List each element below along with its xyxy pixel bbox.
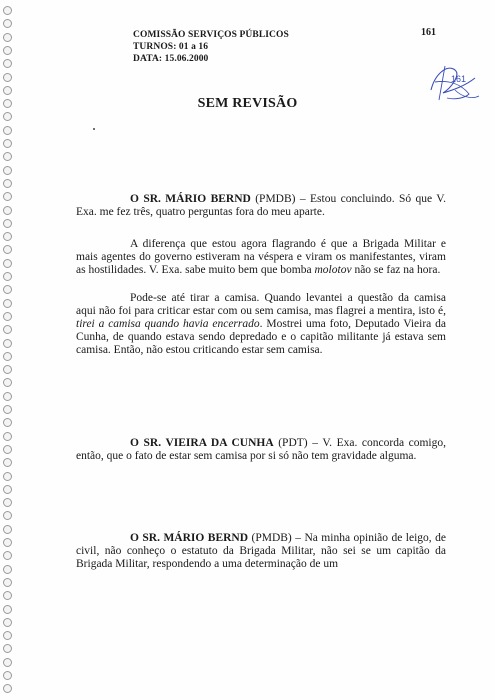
speech-italic-text: tirei a camisa quando havia encerrado bbox=[76, 318, 260, 330]
committee-name: COMISSÃO SERVIÇOS PÚBLICOS bbox=[133, 30, 289, 40]
speaker-party: (PMDB) – bbox=[248, 532, 305, 544]
binder-hole bbox=[3, 472, 12, 481]
binder-hole bbox=[3, 19, 12, 28]
binder-hole bbox=[3, 299, 12, 308]
binder-hole bbox=[3, 285, 12, 294]
binder-hole bbox=[3, 73, 12, 82]
speech-text: Pode-se até tirar a camisa. Quando levantei a questão da camisa aqui não foi para criticar estar com ou sem camisa, mas flagrei a mentira, isto é, bbox=[76, 292, 446, 317]
binder-hole bbox=[3, 671, 12, 680]
binder-hole bbox=[3, 206, 12, 215]
binder-hole bbox=[3, 538, 12, 547]
speaker-name: O SR. MÁRIO BERND bbox=[130, 193, 251, 205]
binder-hole bbox=[3, 644, 12, 653]
binder-hole bbox=[3, 485, 12, 494]
binder-hole bbox=[3, 339, 12, 348]
binder-hole bbox=[3, 46, 12, 55]
speech-text: . Mostrei uma foto, Deputado Vieira da Cunha, de quando estava sendo depredado e o capitão militante já estava sem camisa. Então, não estou criticando estar sem camisa. bbox=[76, 318, 446, 356]
speech-paragraph-bernd-3 bbox=[76, 292, 446, 357]
document-title: SEM REVISÃO bbox=[197, 96, 298, 111]
binder-hole bbox=[3, 631, 12, 640]
speech-paragraph-vieira bbox=[76, 437, 446, 463]
speech-text: Na minha opinião de leigo, de civil, não conheço o estatuto da Brigada Militar, não sei se um capitão da Brigada Militar, respondendo a uma determinação de um bbox=[76, 532, 446, 570]
speech-italic-text: molotov bbox=[314, 264, 352, 276]
binder-hole bbox=[3, 511, 12, 520]
binder-hole bbox=[3, 378, 12, 387]
binder-hole bbox=[3, 325, 12, 334]
binder-hole bbox=[3, 405, 12, 414]
document-header bbox=[133, 29, 289, 65]
binder-hole bbox=[3, 192, 12, 201]
binder-hole bbox=[3, 498, 12, 507]
speaker-name: O SR. MÁRIO BERND bbox=[130, 532, 249, 544]
binder-hole bbox=[3, 112, 12, 121]
binder-hole bbox=[3, 219, 12, 228]
binder-hole bbox=[3, 59, 12, 68]
binder-hole bbox=[3, 658, 12, 667]
speaker-party: (PDT) – bbox=[273, 437, 323, 449]
speech-paragraph-bernd-1 bbox=[76, 193, 446, 219]
binder-hole bbox=[3, 33, 12, 42]
speech-text: A diferença que estou agora flagrando é que a Brigada Militar e mais agentes do governo estiveram na véspera e viram os manifestantes, viram as hostilidades. V. Exa. sabe muito bem que bomba bbox=[76, 238, 446, 276]
binder-hole bbox=[3, 458, 12, 467]
binder-hole bbox=[3, 432, 12, 441]
signature-initials: 161 bbox=[451, 74, 467, 84]
binder-hole bbox=[3, 618, 12, 627]
binder-hole bbox=[3, 591, 12, 600]
binder-hole bbox=[3, 578, 12, 587]
binder-hole bbox=[3, 166, 12, 175]
speech-text: não se faz na hora. bbox=[351, 264, 441, 276]
shift-range: TURNOS: 01 a 16 bbox=[133, 42, 209, 52]
stray-mark bbox=[93, 128, 95, 130]
speaker-name: O SR. VIEIRA DA CUNHA bbox=[130, 437, 274, 449]
binder-hole bbox=[3, 392, 12, 401]
session-date: DATA: 15.06.2000 bbox=[133, 54, 209, 64]
binder-hole bbox=[3, 418, 12, 427]
binder-hole bbox=[3, 6, 12, 15]
speech-paragraph-bernd-2 bbox=[76, 238, 446, 277]
binder-hole bbox=[3, 352, 12, 361]
speaker-party: (PMDB) – bbox=[250, 193, 311, 205]
binder-hole bbox=[3, 152, 12, 161]
binder-hole bbox=[3, 126, 12, 135]
page-number: 161 bbox=[421, 27, 436, 38]
binder-hole bbox=[3, 179, 12, 188]
binder-hole bbox=[3, 139, 12, 148]
binder-hole bbox=[3, 312, 12, 321]
binder-hole bbox=[3, 272, 12, 281]
binder-hole bbox=[3, 684, 12, 693]
binder-hole bbox=[3, 445, 12, 454]
speech-paragraph-bernd-4 bbox=[76, 532, 446, 571]
binder-hole bbox=[3, 551, 12, 560]
binder-hole bbox=[3, 365, 12, 374]
speech-text: Estou concluindo. Só que V. Exa. me fez três, quatro perguntas fora do meu aparte. bbox=[76, 193, 446, 218]
binder-hole bbox=[3, 525, 12, 534]
speech-text: V. Exa. concorda comigo, então, que o fato de estar sem camisa por si só não tem gravidade alguma. bbox=[76, 437, 446, 462]
binder-hole bbox=[3, 86, 12, 95]
binder-hole bbox=[3, 232, 12, 241]
binder-hole bbox=[3, 565, 12, 574]
binder-hole bbox=[3, 605, 12, 614]
binder-hole bbox=[3, 245, 12, 254]
binder-hole bbox=[3, 259, 12, 268]
